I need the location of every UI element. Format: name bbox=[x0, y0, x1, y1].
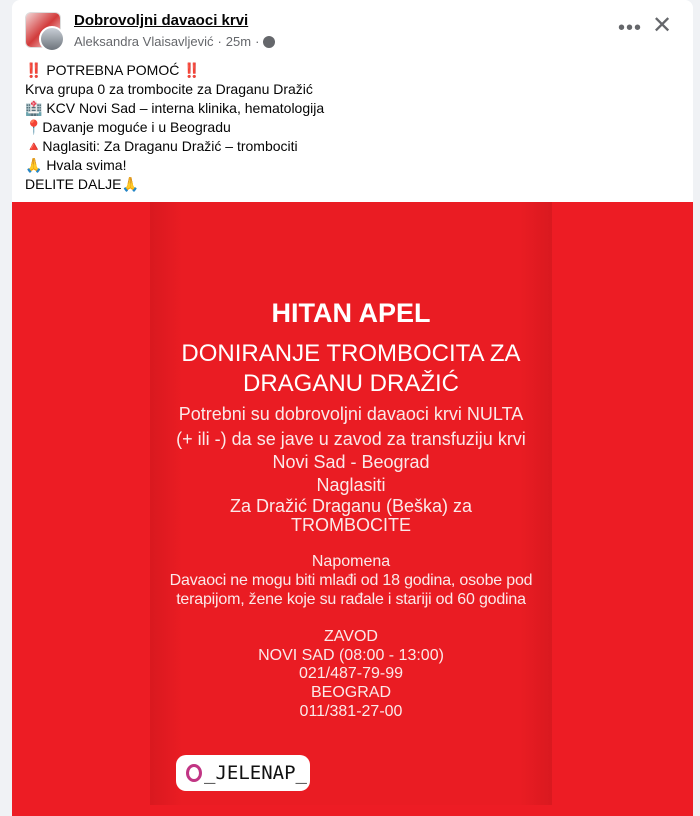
group-name-link[interactable]: Dobrovoljni davaoci krvi bbox=[74, 12, 249, 29]
image-body-line: Potrebni su dobrovoljni davaoci krvi NULTA bbox=[178, 404, 524, 424]
image-note-line: Davaoci ne mogu biti mlađi od 18 godina, osobe pod bbox=[169, 572, 533, 589]
image-body-line: Naglasiti bbox=[316, 475, 386, 495]
image-title: HITAN APEL bbox=[271, 298, 431, 328]
author-link[interactable]: Aleksandra Vlaisavljević bbox=[74, 34, 214, 49]
image-contact-line: ZAVOD bbox=[324, 628, 378, 645]
post-image[interactable] bbox=[12, 202, 693, 816]
post-text bbox=[25, 61, 324, 194]
post-line: 📍Davanje moguće i u Beogradu bbox=[25, 119, 231, 135]
post-meta bbox=[74, 34, 275, 49]
image-body-line: TROMBOCITE bbox=[291, 515, 411, 535]
image-contact-line: 021/487-79-99 bbox=[298, 665, 404, 682]
image-body-line: Novi Sad - Beograd bbox=[272, 452, 430, 472]
threads-tag bbox=[176, 755, 310, 791]
image-note-line: Napomena bbox=[311, 553, 391, 570]
author-avatar bbox=[39, 26, 65, 52]
post-line: DELITE DALJE🙏 bbox=[25, 176, 139, 192]
threads-handle: _JELENAP_ bbox=[204, 762, 307, 784]
group-avatar[interactable] bbox=[25, 12, 65, 52]
story-panel bbox=[150, 202, 552, 805]
threads-icon bbox=[186, 764, 202, 782]
post-line: ‼️ POTREBNA POMOĆ ‼️ bbox=[25, 62, 201, 78]
more-options-icon[interactable]: ••• bbox=[618, 17, 643, 39]
image-body-line: (+ ili -) da se jave u zavod za transfuziju krvi bbox=[176, 429, 526, 449]
separator: · bbox=[217, 34, 222, 49]
image-body-line: Za Dražić Draganu (Beška) za bbox=[229, 496, 473, 516]
post-line: 🏥 KCV Novi Sad – interna klinika, hematologija bbox=[25, 100, 325, 116]
timestamp-link[interactable]: 25m bbox=[225, 34, 252, 49]
image-subtitle: DRAGANU DRAŽIĆ bbox=[242, 370, 459, 397]
post-line: 🙏 Hvala svima! bbox=[25, 157, 127, 173]
post-card bbox=[12, 0, 693, 816]
close-icon[interactable]: ✕ bbox=[652, 12, 673, 39]
image-note-line: terapijom, žene koje su rađale i stariji od 60 godina bbox=[176, 591, 526, 608]
globe-icon bbox=[263, 36, 275, 48]
separator: · bbox=[255, 34, 260, 49]
post-line: Krva grupa 0 za trombocite za Draganu Dražić bbox=[25, 81, 313, 97]
image-contact-line: 011/381-27-00 bbox=[299, 703, 403, 720]
image-contact-line: NOVI SAD (08:00 - 13:00) bbox=[258, 647, 444, 664]
post-line: 🔺Naglasiti: Za Draganu Dražić – trombociti bbox=[25, 138, 298, 154]
image-contact-line: BEOGRAD bbox=[310, 684, 391, 701]
image-subtitle: DONIRANJE TROMBOCITA ZA bbox=[181, 340, 521, 367]
